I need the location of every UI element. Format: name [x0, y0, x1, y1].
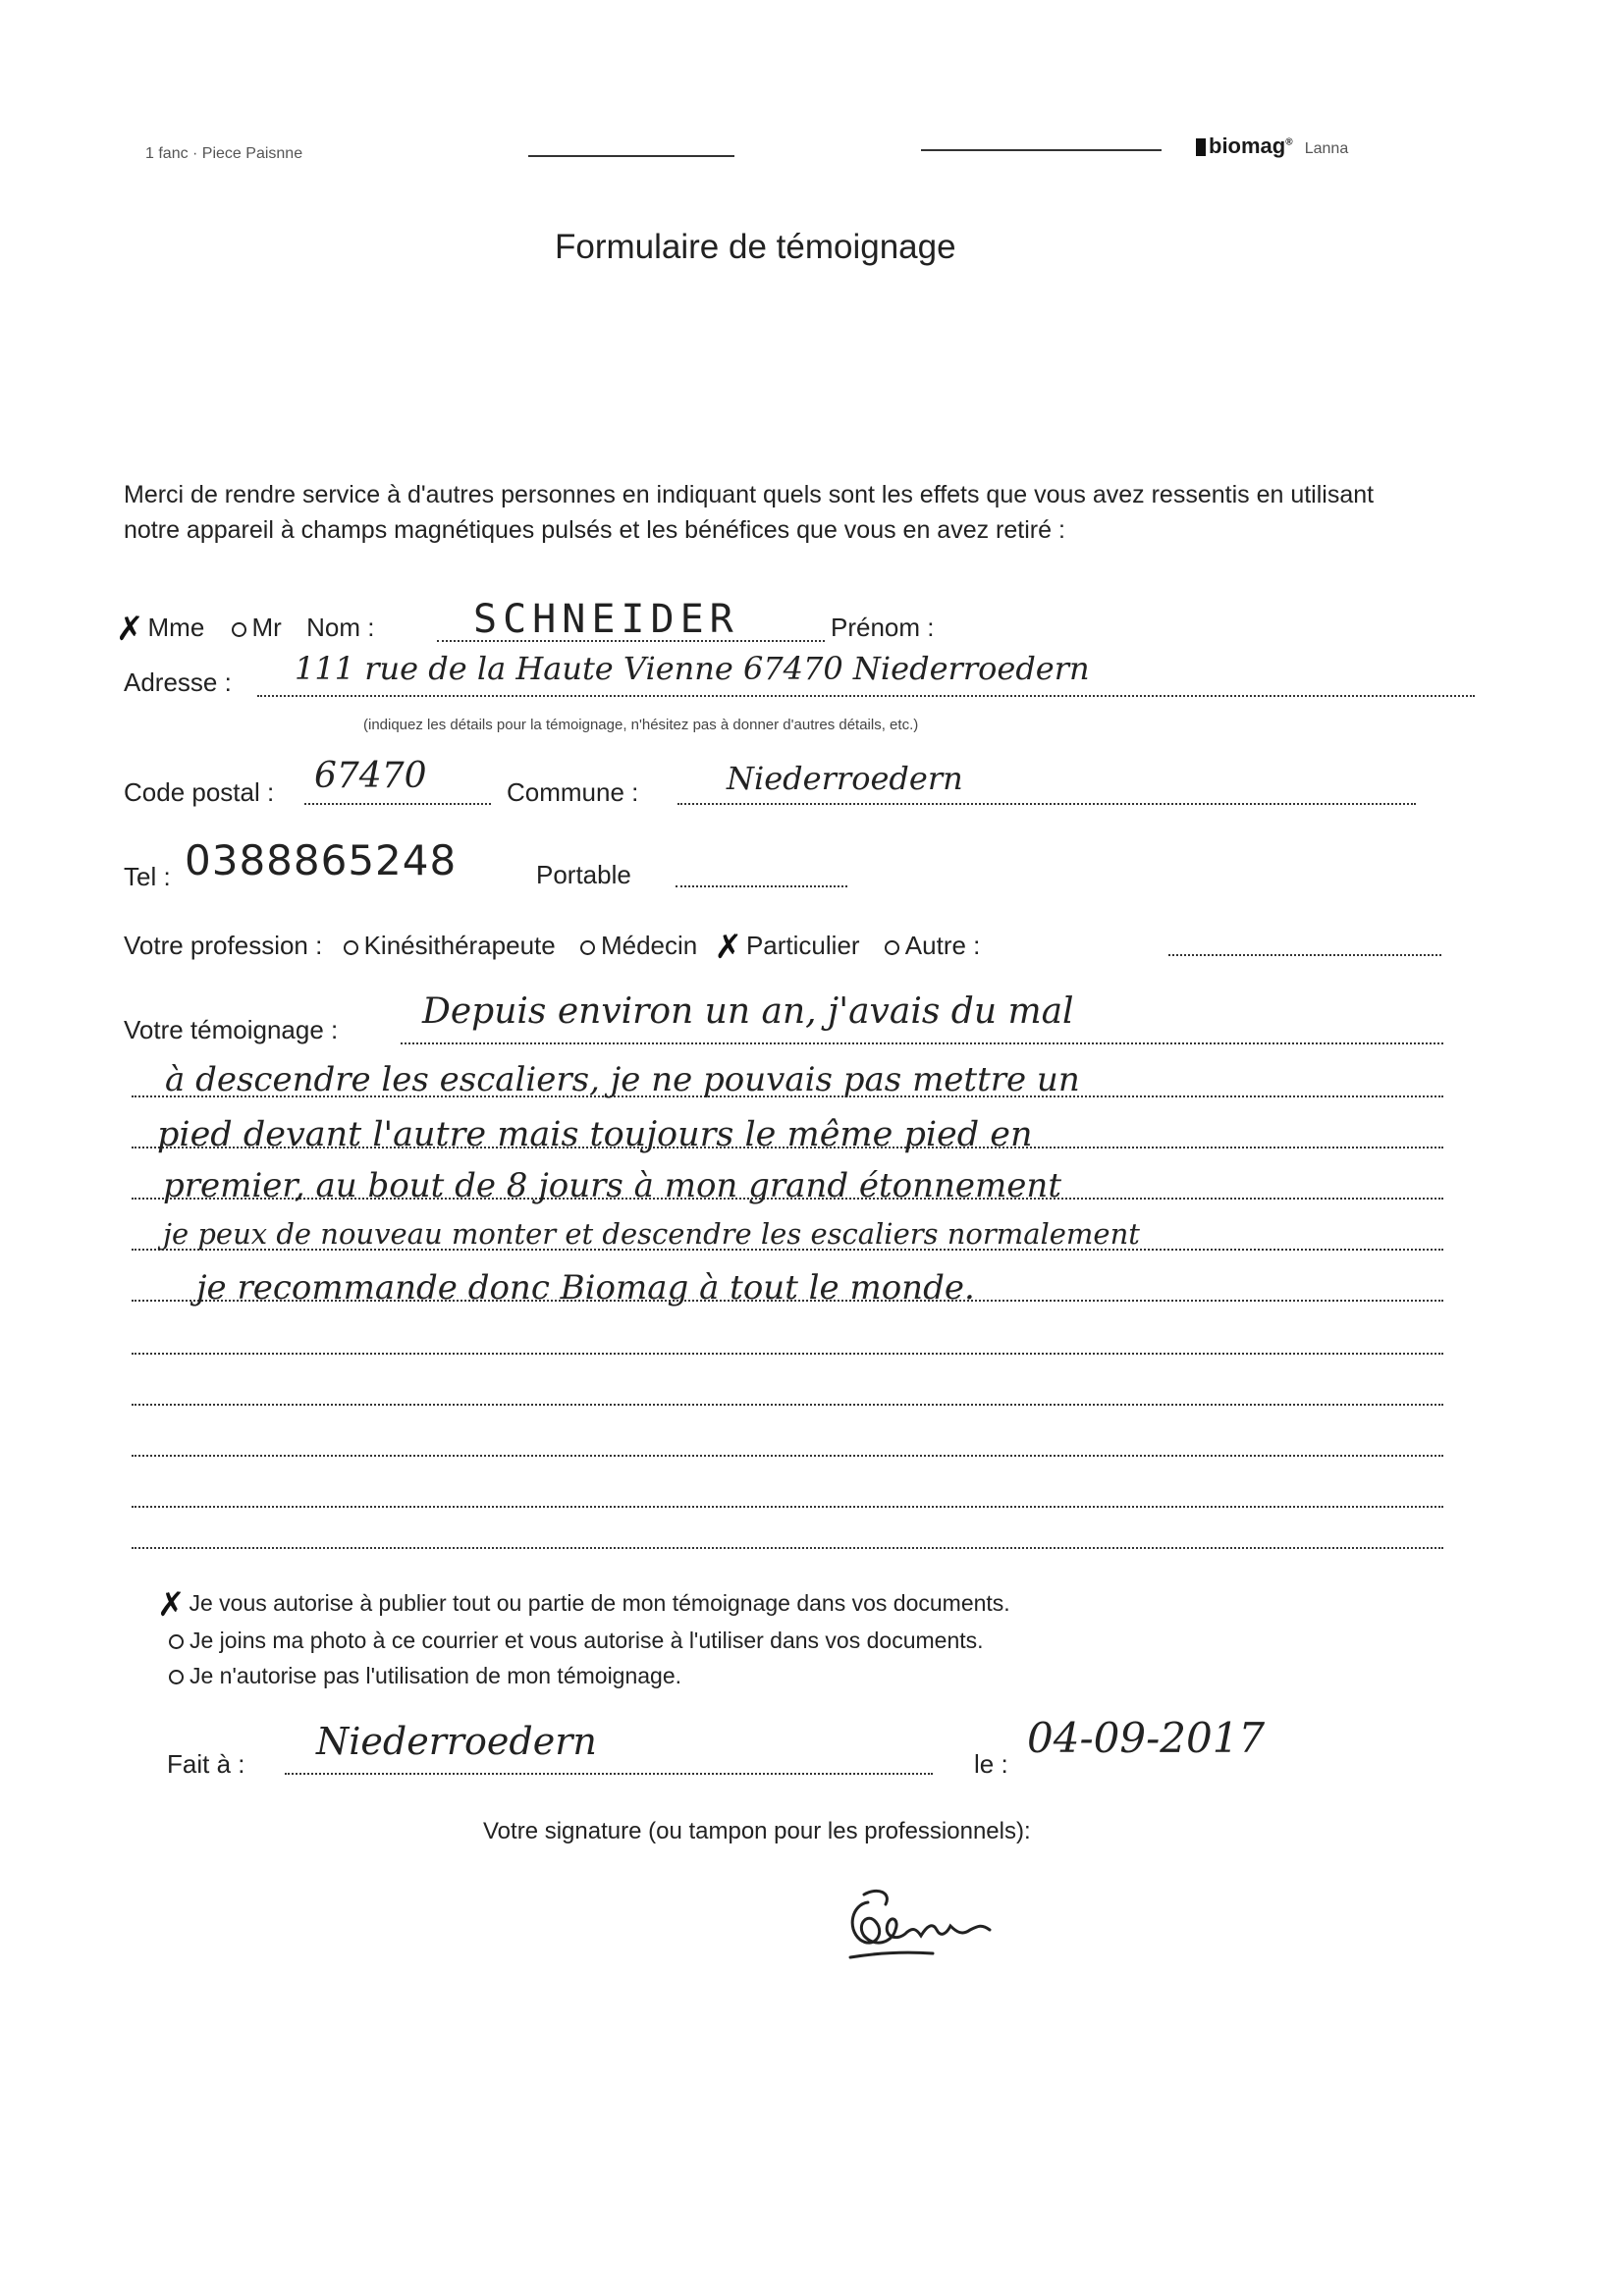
profession-medecin-radio[interactable]: [580, 940, 595, 955]
consent-option-1[interactable]: [157, 1584, 1010, 1625]
code-postal-value[interactable]: 67470: [314, 756, 427, 796]
consent-option-3[interactable]: [169, 1663, 681, 1689]
signature-label: Votre signature (ou tampon pour les professionnels):: [483, 1818, 1031, 1844]
tel-label: Tel :: [124, 862, 171, 891]
fait-label: Fait à :: [167, 1749, 245, 1779]
profession-kine-label: Kinésithérapeute: [363, 931, 556, 960]
portable-line: [676, 885, 847, 887]
consent-option-2-label: Je joins ma photo à ce courrier et vous autorise à l'utiliser dans vos documents.: [189, 1628, 984, 1653]
testimony-text-5[interactable]: je peux de nouveau monter et descendre les escaliers normalement: [163, 1217, 1140, 1251]
code-postal-label: Code postal :: [124, 777, 275, 807]
testimony-line-11: [132, 1547, 1443, 1549]
consent-option-3-label: Je n'autorise pas l'utilisation de mon témoignage.: [189, 1663, 682, 1688]
portable-label: Portable: [536, 860, 631, 889]
profession-particulier-check-icon[interactable]: ✗: [714, 928, 742, 968]
adresse-line: [257, 695, 1475, 697]
header-line-1: [528, 155, 734, 157]
consent-2-radio[interactable]: [169, 1634, 184, 1649]
profession-row: [124, 928, 981, 968]
profession-medecin-label: Médecin: [600, 931, 698, 960]
check-x-icon: ✗: [116, 610, 144, 650]
commune-label: Commune :: [507, 777, 639, 807]
tel-value[interactable]: 0388865248: [185, 836, 458, 884]
adresse-value[interactable]: 111 rue de la Haute Vienne 67470 Niederroedern: [295, 650, 1090, 687]
nom-value[interactable]: SCHNEIDER: [473, 597, 739, 642]
testimony-line-1: [401, 1042, 1443, 1044]
testimony-line-7: [132, 1353, 1443, 1355]
consent-1-check-icon: ✗: [157, 1584, 186, 1625]
profession-autre-radio[interactable]: [885, 940, 899, 955]
code-postal-line: [304, 803, 491, 805]
consent-option-1-label: Je vous autorise à publier tout ou partie de mon témoignage dans vos documents.: [189, 1590, 1010, 1616]
testimony-line-9: [132, 1455, 1443, 1457]
brand-logo: biomag® Lanna: [1196, 133, 1348, 159]
testimony-text-2[interactable]: à descendre les escaliers, je ne pouvais pas mettre un: [165, 1060, 1080, 1099]
consent-3-radio[interactable]: [169, 1670, 184, 1684]
profession-label: Votre profession :: [124, 931, 323, 960]
profession-autre-line: [1168, 954, 1441, 956]
form-title: Formulaire de témoignage: [555, 228, 956, 266]
adresse-label: Adresse :: [124, 667, 232, 697]
testimony-text-3[interactable]: pied devant l'autre mais toujours le même pied en: [157, 1115, 1033, 1154]
mr-label: Mr: [251, 613, 282, 642]
le-label: le :: [974, 1749, 1008, 1779]
signature: [835, 1865, 1060, 1973]
testimony-line-8: [132, 1404, 1443, 1406]
commune-line: [677, 803, 1416, 805]
mr-radio[interactable]: [232, 622, 246, 637]
title-choice: [116, 610, 375, 650]
header-line-2: [921, 149, 1162, 151]
profession-kine-radio[interactable]: [344, 940, 358, 955]
brand-mark-icon: [1196, 138, 1206, 156]
adresse-note: (indiquez les détails pour la témoignage, n'hésitez pas à donner d'autres détails, etc.): [363, 717, 919, 733]
intro-text: Merci de rendre service à d'autres personnes en indiquant quels sont les effets que vous avez ressentis en utilisant notre appareil à champs magnétiques pulsés et les bénéfices que vous en avez retiré :: [124, 481, 1375, 544]
testimony-label: Votre témoignage :: [124, 1015, 339, 1044]
fait-value[interactable]: Niederroedern: [316, 1720, 597, 1763]
prenom-label: Prénom :: [831, 613, 935, 642]
consent-option-2[interactable]: [169, 1628, 984, 1654]
testimony-text-6[interactable]: je recommande donc Biomag à tout le monde.: [196, 1268, 975, 1308]
nom-label: Nom :: [306, 613, 375, 642]
brand-suffix: Lanna: [1304, 140, 1349, 157]
date-value[interactable]: 04-09-2017: [1027, 1714, 1266, 1762]
profession-autre-label: Autre :: [904, 931, 981, 960]
profession-particulier-label: Particulier: [745, 931, 860, 960]
testimony-text-4[interactable]: premier, au bout de 8 jours à mon grand étonnement: [163, 1166, 1061, 1205]
testimony-text-1[interactable]: Depuis environ un an, j'avais du mal: [422, 991, 1074, 1032]
testimony-line-10: [132, 1506, 1443, 1508]
commune-value[interactable]: Niederroedern: [727, 760, 963, 797]
signature-scribble: [835, 1865, 1060, 1973]
header-left-text: 1 fanc · Piece Paisnne: [145, 145, 303, 162]
fait-line: [285, 1773, 933, 1775]
mme-label: Mme: [147, 613, 205, 642]
brand-name: biomag: [1209, 133, 1286, 158]
